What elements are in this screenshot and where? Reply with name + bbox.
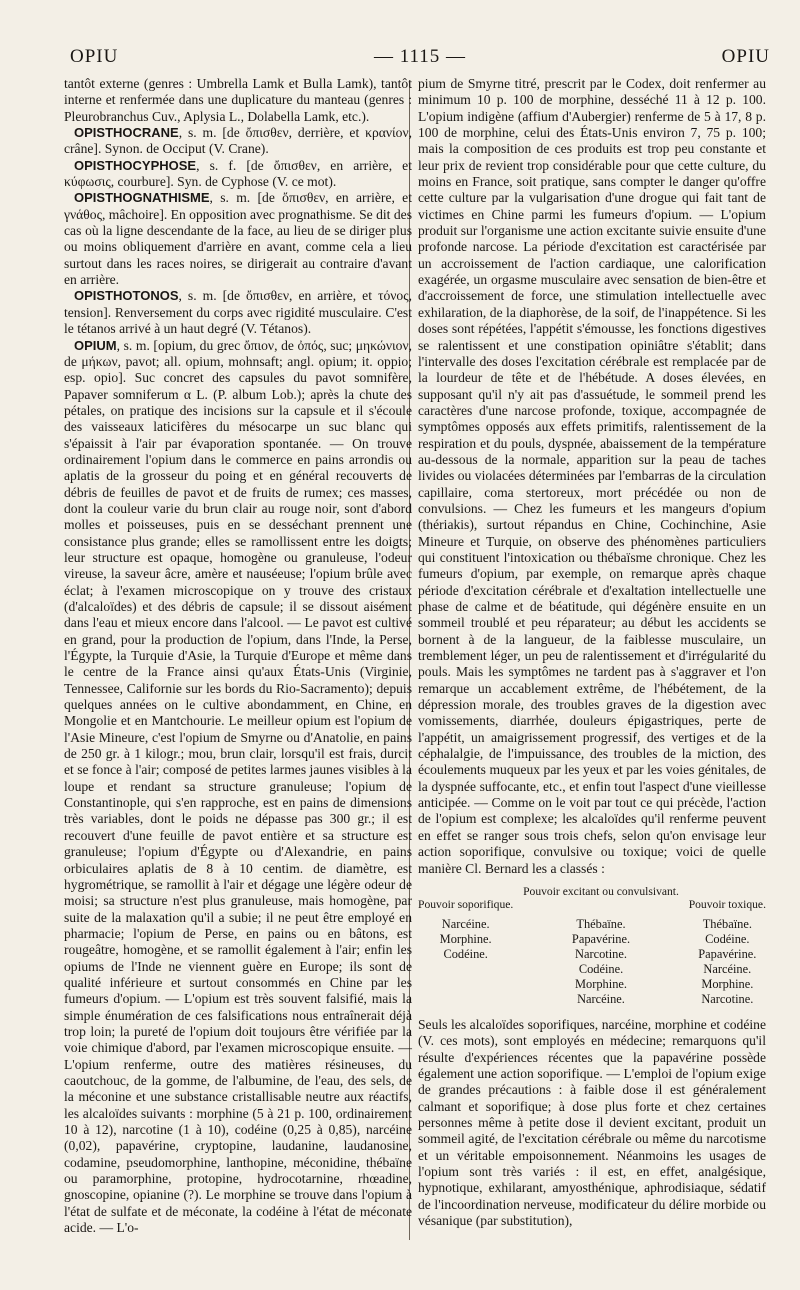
opium-uses-text: Seuls les alcaloïdes soporifiques, narcéine, morphine et codéine (V. ces mots), sont employés en médecine; remarquons qu'il résulte d'expériences récentes que la papavérine possède également une action soporifique. — L'emploi de l'opium exige de grandes précautions : à faible dose il est généralement calmant et soporifique; à dose plus forte et chez certaines personnes même à petite dose il devient excitant, produit un sommeil agité, de l'excitation cérébrale ou même du narcotisme et un véritable empoisonnement. Néanmoins les usages de l'opium sont très variés : il est, en effet, analgésique, hypnotique, exhilarant, amyosthénique, aphrodisiaque, sédatif de l'incoordination nerveuse, modificateur du délire morbide ou vésanique (par substitution), bbox=[418, 1016, 766, 1228]
table-column-soporific bbox=[418, 885, 513, 1007]
entry-opium bbox=[64, 338, 412, 1237]
definition: , s. m. [de ὄπισθεν, en arrière, et τόνος, tension]. Renversement du corps avec rigidité musculaire. C'est le tétanos arrivé à un haut degré (V. Tétanos). bbox=[64, 288, 412, 337]
alkaloid-classification-table bbox=[418, 885, 766, 1007]
left-column bbox=[64, 76, 412, 1236]
headword: OPISTHOTONOS bbox=[74, 288, 179, 304]
table-cell: Thébaïne. bbox=[576, 916, 626, 931]
continuation-paragraph: tantôt externe (genres : Umbrella Lamk et Bulla Lamk), tantôt interne et renfermée dans une duplicature du manteau (genres : Pleurobranchus Cuv., Aplysia L., Dolabella Lamk, etc.). bbox=[64, 76, 412, 124]
table-cell: Narcéine. bbox=[577, 991, 625, 1006]
page-number: — 1115 — bbox=[373, 46, 467, 67]
entry-opisthocyphose bbox=[64, 158, 412, 191]
header-left-word: OPIU bbox=[70, 46, 119, 67]
table-cell: Papavérine. bbox=[571, 931, 631, 946]
table-column-toxic bbox=[689, 885, 766, 1007]
table-cell: Narcéine. bbox=[703, 961, 752, 976]
table-cell: Thébaïne. bbox=[702, 916, 752, 931]
table-header: Pouvoir soporifique. bbox=[418, 897, 514, 911]
table-column-convulsive bbox=[523, 885, 679, 1007]
table-cell: Codéine. bbox=[443, 946, 488, 961]
definition: , s. m. [opium, du grec ὄπιον, de ὀπός, suc; μηκώνιον, de μήκων, pavot; all. opium, mohnsaft; angl. opium; it. oppio; esp. opio]. Suc concret des capsules du pavot somnifère, Papaver somniferum α L. (P. album Lob.); après la chute des pétales, on pratique des incisions sur la capsule et il s'écoule des vaisseaux laticifères du mésocarpe un suc blanc qui s'épaissit à l'air par évaporation spontanée. — On trouve ordinairement l'opium dans le commerce en pains arrondis ou aplatis de la grosseur du poing et en général recouverts de débris de feuilles de pavot et de fruits de rumex; ces masses, dont la couleur varie du brun clair au rouge noir, sont d'abord molles et poisseuses, puis en se desséchant prennent une consistance plus grande; elles se ramollissent entre les doigts; leur structure est opaque, homogène ou granuleuse, l'odeur vireuse, la saveur âcre, amère et nauséeuse; l'opium brûle avec éclat; à l'examen microscopique on y trouve des cristaux (d'alcaloïdes) et des débris de capsule; il se dissout aisément dans l'eau et mieux encore dans l'alcool. — Le pavot est cultivé en grand, pour la production de l'opium, dans l'Inde, la Perse, l'Égypte, la Turquie d'Asie, la Turquie d'Europe et même dans le centre de la France ainsi qu'aux États-Unis (Virginie, Tennessee, Californie sur les bords du Rio-Sacramento); depuis quelques années on le cultive abondamment, en Chine, en Mongolie et en Mantchourie. Le meilleur opium est l'opium de l'Asie Mineure, c'est l'opium de Smyrne ou d'Anatolie, en pains de 250 gr. à 1 kilogr.; mou, brun clair, lorsqu'il est frais, durcit et se fonce à l'air; composé de petites larmes jaunes visibles à la loupe et rendant sa structure granuleuse; l'opium de Constantinople, qui s'en rapproche, est en pains de dimensions très variables, dont le poids ne dépasse pas 300 gr.; il est recouvert d'une feuille de pavot entière et sa structure est granuleuse; l'opium d'Égypte ou d'Alexandrie, en pains orbiculaires aplatis de 8 à 10 centim. de diamètre, est hygrométrique, se ramollit à l'air et dégage une légère odeur de moisi; sa structure n'est plus granuleuse, mais homogène, par suite de la malaxation qu'il a subie; il ne peut être employé en pharmacie; l'opium de Perse, en pains ou en bâtons, est rougeâtre, homogène, et se ramollit également à l'air; enfin les opiums de l'Inde ne viennent guère en Europe; ils sont de qualité inférieure et surtout consommés en Chine par les fumeurs d'opium. — L'opium est très souvent falsifié, mais la simple énumération de ces falsifications nous entraînerait déjà trop loin; la pureté de l'opium doit toujours être vérifiée par la voie chimique d'abord, par l'examen microscopique ensuite. — L'opium renferme, outre des matières résineuses, du caoutchouc, de la gomme, de l'albumine, de l'eau, des sels, de la méconine et une substance cristallisable neutre aux réactifs, les alcaloïdes suivants : morphine (5 à 21 p. 100, ordinairement 10 à 12), narcotine (1 à 10), codéine (0,25 à 0,85), narcéine (0,02), papavérine, cryptopine, laudanine, laudanosine, codamine, pseudomorphine, lanthopine, méconidine, thébaïne ou paramorphine, protopine, hydrocotarnine, rhœadine, gnoscopine, opianine (?). Le morphine se trouve dans l'opium à l'état de sulfate et de méconate, la codéine à l'état de méconate acide. — L'o- bbox=[64, 337, 412, 1236]
header-right-word: OPIU bbox=[721, 46, 770, 67]
definition: , s. m. [de ὄπισθεν, derrière, et κρανίον, crâne]. Synon. de Occiput (V. Crane). bbox=[64, 125, 412, 157]
opium-continuation-text: pium de Smyrne titré, prescrit par le Codex, doit renfermer au minimum 10 p. 100 de morphine, desséché 11 à 12 p. 100. L'opium indigène (affium d'Aubergier) renferme de 5 à 17, 8 p. 100 de morphine, celui des États-Unis environ 7, 75 p. 100; mais la composition de ces produits est trop peu constante et leur prix de revient trop considérable pour que cette culture, du moins en France, soit pratique, sans compter le danger qu'offre cette culture par la vulgarisation d'une drogue qui fait tant de victimes en Chine parmi les fumeurs d'opium. — L'opium produit sur l'organisme une action excitante suivie ensuite d'une profonde narcose. La période d'excitation est caractérisée par un accroissement de l'action cardiaque, une calorification exagérée, un orgasme musculaire avec sensation de bien-être et d'accroissement de force, une stimulation intellectuelle avec exhilaration, de la diaphorèse, de la soif, de l'inappétence. Si les doses sont répétées, l'appétit s'émousse, les fonctions digestives se ralentissent et une constipation opiniâtre s'établit; dans l'intervalle des doses l'excitation cérébrale est remplacée par de la lourdeur de tête et de l'hébétude. A doses élevées, en supposant qu'il n'y ait pas d'assuétude, le sommeil prend les caractères d'une narcose profonde, toxique, accompagnée de symptômes opposés aux effets primitifs, ralentissement de la respiration et du pouls, dyspnée, abaissement de la température au-dessous de la normale, apparition sur la peau de taches livides ou violacées déterminées par l'embarras de la circulation capillaire, coma stertoreux, mort précédée ou non de convulsions. — Chez les fumeurs et les mangeurs d'opium (thériakis), surtout répandus en Chine, Cochinchine, Asie Mineure et Turquie, on observe des phénomènes particuliers qui constituent l'intoxication ou thébaïsme chronique. Chez les fumeurs d'opium, par exemple, on remarque après chaque période d'excitation cérébrale et d'exaltation intellectuelle une phase de calme et de béatitude, qui dégénère ensuite en un sommeil troublé et peu réparateur; au début les accidents se bornent à de la langueur, de la faiblesse musculaire, un tremblement léger, un peu de ralentissement et d'irrégularité du pouls. Mais les symptômes ne tardent pas à s'aggraver et l'on remarque un accablement extrême, de l'hébétement, de la dépression morale, des troubles graves de la digestion avec vomissements, diarrhée, douleurs épigastriques, perte de l'appétit, un amaigrissement progressif, des vertiges et de la céphalalgie, de l'impuissance, des troubles de la miction, des écoulements muqueux par les yeux et par les voies génitales, de la dyspnée suffocante, etc., et enfin tout l'aspect d'une vieillesse anticipée. — Comme on le voit par tout ce qui précède, l'action de l'opium est complexe; les alcaloïdes qu'il renferme peuvent en effet se ranger sous trois chefs, selon qu'on envisage leur action soporifique, convulsive ou toxique; voici de quelle manière Cl. Bernard les a classés : bbox=[418, 76, 766, 876]
definition: , s. f. [de ὄπισθεν, en arrière, et κύφωσις, courbure]. Syn. de Cyphose (V. ce mot). bbox=[64, 157, 412, 190]
headword: OPISTHOCRANE bbox=[74, 125, 179, 141]
table-header: Pouvoir toxique. bbox=[688, 897, 766, 911]
headword: OPISTHOGNATHISME bbox=[74, 190, 210, 206]
table-cell: Codéine. bbox=[705, 931, 750, 946]
running-header bbox=[70, 44, 770, 70]
headword: OPIUM bbox=[74, 337, 117, 353]
definition: , s. m. [de ὄπισθεν, en arrière, et γνάθος, mâchoire]. En opposition avec prognathisme. Se dit des cas où la ligne descendante de la face, au lieu de se diriger plus ou moins obliquement d'arrière en avant, comme cela a lieu surtout dans les races noires, se dirigerait au contraire d'avant en arrière. bbox=[64, 190, 412, 288]
table-cell: Papavérine. bbox=[698, 946, 757, 961]
table-cell: Morphine. bbox=[575, 976, 627, 991]
table-cell: Morphine. bbox=[701, 976, 754, 991]
entry-opisthognathisme bbox=[64, 190, 412, 288]
table-cell: Narcéine. bbox=[441, 916, 490, 931]
entry-opisthotonos bbox=[64, 288, 412, 337]
headword: OPISTHOCYPHOSE bbox=[74, 157, 197, 173]
table-cell: Codéine. bbox=[578, 961, 624, 976]
table-header: Pouvoir excitant ou convulsivant. bbox=[523, 884, 679, 898]
table-cell: Narcotine. bbox=[575, 946, 627, 961]
table-cell: Narcotine. bbox=[701, 991, 754, 1006]
table-cell: Morphine. bbox=[439, 931, 492, 946]
entry-opisthocrane bbox=[64, 125, 412, 158]
right-column bbox=[418, 76, 766, 1229]
